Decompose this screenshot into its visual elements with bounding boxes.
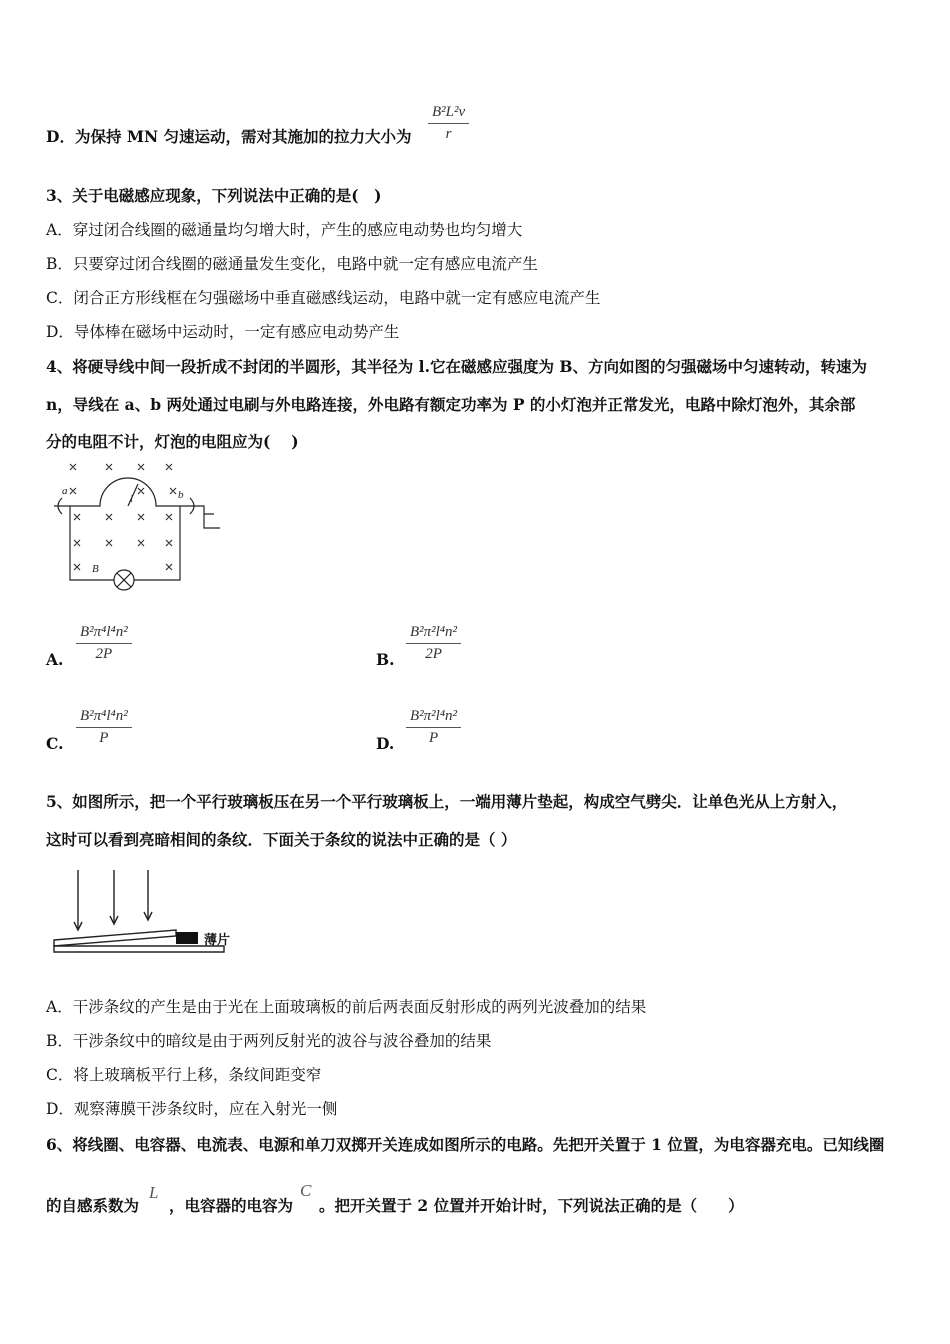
label-b: b — [178, 489, 184, 501]
fraction-denominator: 2P — [425, 646, 442, 662]
q5-option-c: C．将上玻璃板平行上移，条纹间距变窄 — [46, 1066, 322, 1084]
q6-stem-part-b: ，电容器的电容为 — [169, 1196, 294, 1215]
q4-option-c-label: C. — [46, 734, 64, 753]
fraction-numerator: B²π⁴l⁴n² — [76, 624, 132, 644]
outer-circuit — [70, 506, 180, 580]
shim-label: 薄片 — [204, 933, 231, 948]
q6-stem-line-1: 6、将线圈、电容器、电流表、电源和单刀双掷开关连成如图所示的电路。先把开关置于 1 位置，为电容器充电。已知线圈 — [46, 1135, 885, 1154]
crank-handle — [198, 506, 220, 528]
q4-option-a-label: A. — [46, 650, 64, 669]
fraction-numerator: B²π⁴l⁴n² — [76, 708, 132, 728]
q4-rotating-loop-figure — [48, 458, 228, 594]
q3-stem: 3、关于电磁感应现象，下列说法中正确的是( ) — [46, 186, 382, 205]
q3-option-c: C．闭合正方形线框在匀强磁场中垂直磁感线运动，电路中就一定有感应电流产生 — [46, 289, 601, 307]
label-l: l — [130, 493, 134, 505]
q4-stem-line-3: 分的电阻不计，灯泡的电阻应为( ) — [46, 432, 299, 451]
q3-option-a: A．穿过闭合线圈的磁通量均匀增大时，产生的感应电动势也均匀增大 — [46, 221, 523, 239]
fraction-denominator: P — [99, 730, 109, 746]
q6-stem-part-a: 的自感系数为 — [46, 1196, 140, 1215]
fraction-denominator: P — [428, 730, 439, 746]
q2-option-d: D．为保持 MN 匀速运动，需对其施加的拉力大小为 — [46, 127, 412, 146]
q4-option-d-fraction — [406, 708, 461, 747]
q5-option-d: D．观察薄膜干涉条纹时，应在入射光一侧 — [46, 1100, 338, 1118]
q4-stem-line-2: n，导线在 a、b 两处通过电刷与外电路连接，外电路有额定功率为 P 的小灯泡并正常发光，电路中除灯泡外，其余部 — [46, 395, 856, 414]
fraction-numerator: B²L²v — [428, 104, 469, 124]
q4-option-b-fraction — [406, 624, 461, 663]
lower-glass-plate — [54, 946, 224, 952]
q3-option-b: B．只要穿过闭合线圈的磁通量发生变化，电路中就一定有感应电流产生 — [46, 255, 538, 273]
q6-stem-part-c: 。把开关置于 2 位置并开始计时，下列说法正确的是（ ） — [319, 1196, 744, 1215]
q5-option-a: A．干涉条纹的产生是由于光在上面玻璃板的前后两表面反射形成的两列光波叠加的结果 — [46, 998, 647, 1016]
label-B: B — [92, 563, 99, 575]
q5-stem-line-2: 这时可以看到亮暗相间的条纹．下面关于条纹的说法中正确的是（ ） — [46, 830, 517, 849]
q5-air-wedge-figure — [48, 866, 248, 958]
magnetic-field-crosses — [70, 464, 176, 570]
incident-light-rays — [74, 870, 152, 930]
q4-option-a-fraction — [76, 624, 132, 663]
q4-stem-line-1: 4、将硬导线中间一段折成不封闭的半圆形，其半径为 l.它在磁感应强度为 B、方向如图的匀强磁场中匀速转动，转速为 — [46, 357, 867, 376]
q6-symbol-capacitance: C — [300, 1181, 312, 1200]
q6-symbol-inductance: L — [149, 1183, 159, 1202]
thin-shim — [176, 932, 198, 944]
fraction-numerator: B²π²l⁴n² — [406, 624, 461, 644]
fraction-denominator: 2P — [95, 646, 113, 662]
fraction-denominator: r — [445, 126, 452, 142]
q4-option-b-label: B. — [376, 650, 395, 669]
q2-option-d-fraction — [428, 104, 469, 143]
q5-option-b: B．干涉条纹中的暗纹是由于两列反射光的波谷与波谷叠加的结果 — [46, 1032, 492, 1050]
q3-option-d: D．导体棒在磁场中运动时，一定有感应电动势产生 — [46, 323, 400, 341]
wire-with-semicircle — [54, 478, 198, 506]
upper-glass-plate — [54, 930, 176, 946]
q4-option-d-label: D. — [376, 734, 395, 753]
label-a: a — [62, 485, 68, 497]
q5-stem-line-1: 5、如图所示，把一个平行玻璃板压在另一个平行玻璃板上，一端用薄片垫起，构成空气劈尖．让单色光从上方射入， — [46, 792, 848, 811]
q4-option-c-fraction — [76, 708, 132, 747]
fraction-numerator: B²π²l⁴n² — [406, 708, 461, 728]
